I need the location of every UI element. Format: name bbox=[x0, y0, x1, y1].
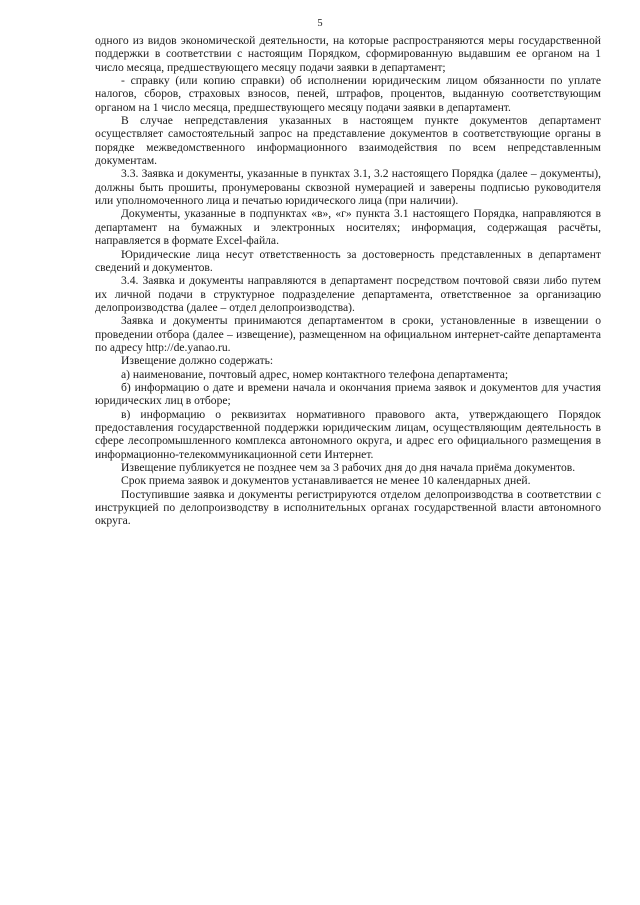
paragraph-notice-contents: Извещение должно содержать: bbox=[121, 354, 274, 368]
paragraph-notice-item-a: а) наименование, почтовый адрес, номер контактного телефона департамента; bbox=[121, 367, 509, 381]
paragraph-notice-item-b: б) информацию о дате и времени начала и окончания приема заявок и документов для участия юридических лиц в отборе; bbox=[95, 380, 601, 408]
document-body bbox=[95, 34, 601, 528]
paragraph-tax-certificate: - справку (или копию справки) об исполнении юридическим лицом обязанности по уплате налогов, сборов, страховых взносов, пеней, штрафов, процентов, выданную соответствующим органом на 1 число месяца, предшествующего месяцу подачи заявки в департамент. bbox=[95, 74, 601, 114]
paragraph-interagency-request: В случае непредставления указанных в настоящем пункте документов департамент осуществляет самостоятельный запрос на представление документов в соответствующие органы в порядке межведомственного информационного взаимодействия по всем непредставленным документам. bbox=[95, 114, 601, 168]
paragraph-continuation: одного из видов экономической деятельности, на которые распространяются меры государственной поддержки в соответствии с настоящим Порядком, сформированную выдавшим ее органом на 1 число месяца, предшествующего месяцу подачи заявки в департамент; bbox=[95, 34, 601, 74]
paragraph-registration: Поступившие заявка и документы регистрируются отделом делопроизводства в соответствии с инструкцией по делопроизводству в исполнительных органах государственной власти автономного округа. bbox=[95, 487, 601, 528]
page-number: 5 bbox=[317, 18, 323, 29]
paragraph-acceptance-period: Срок приема заявок и документов устанавливается не менее 10 календарных дней. bbox=[121, 474, 531, 488]
paragraph-notice-publication: Извещение публикуется не позднее чем за 3 рабочих дня до дня начала приёма документов. bbox=[121, 461, 576, 474]
paragraph-responsibility: Юридические лица несут ответственность за достоверность представленных в департамент сведений и документов. bbox=[95, 247, 601, 274]
paragraph-3-4: 3.4. Заявка и документы направляются в департамент посредством почтовой связи либо путем их личной подачи в структурное подразделение департамента, ответственное за организацию делопроизводства (далее – отдел делопроизводства). bbox=[95, 274, 601, 314]
paragraph-media-formats: Документы, указанные в подпунктах «в», «г» пункта 3.1 настоящего Порядка, направляются в департамент на бумажных и электронных носителях; информация, содержащая расчёты, направляется в формате Excel-файла. bbox=[95, 207, 601, 248]
paragraph-acceptance-terms: Заявка и документы принимаются департаментом в сроки, установленные в извещении о проведении отбора (далее – извещение), размещенном на официальном интернет-сайте департамента по адресу http://de.yanao.ru. bbox=[95, 314, 601, 354]
paragraph-3-3: 3.3. Заявка и документы, указанные в пунктах 3.1, 3.2 настоящего Порядка (далее – документы), должны быть прошиты, пронумерованы сквозной нумерацией и заверены подписью руководителя или уполномоченного лица и печатью юридического лица (при наличии). bbox=[95, 167, 601, 208]
paragraph-notice-item-v: в) информацию о реквизитах нормативного правового акта, утверждающего Порядок предоставления государственной поддержки юридическим лицам, осуществляющим деятельность в сфере лесопромышленного комплекса автономного округа, и адрес его официального размещения в информационно-телекоммуникационной сети Интернет. bbox=[95, 407, 601, 461]
